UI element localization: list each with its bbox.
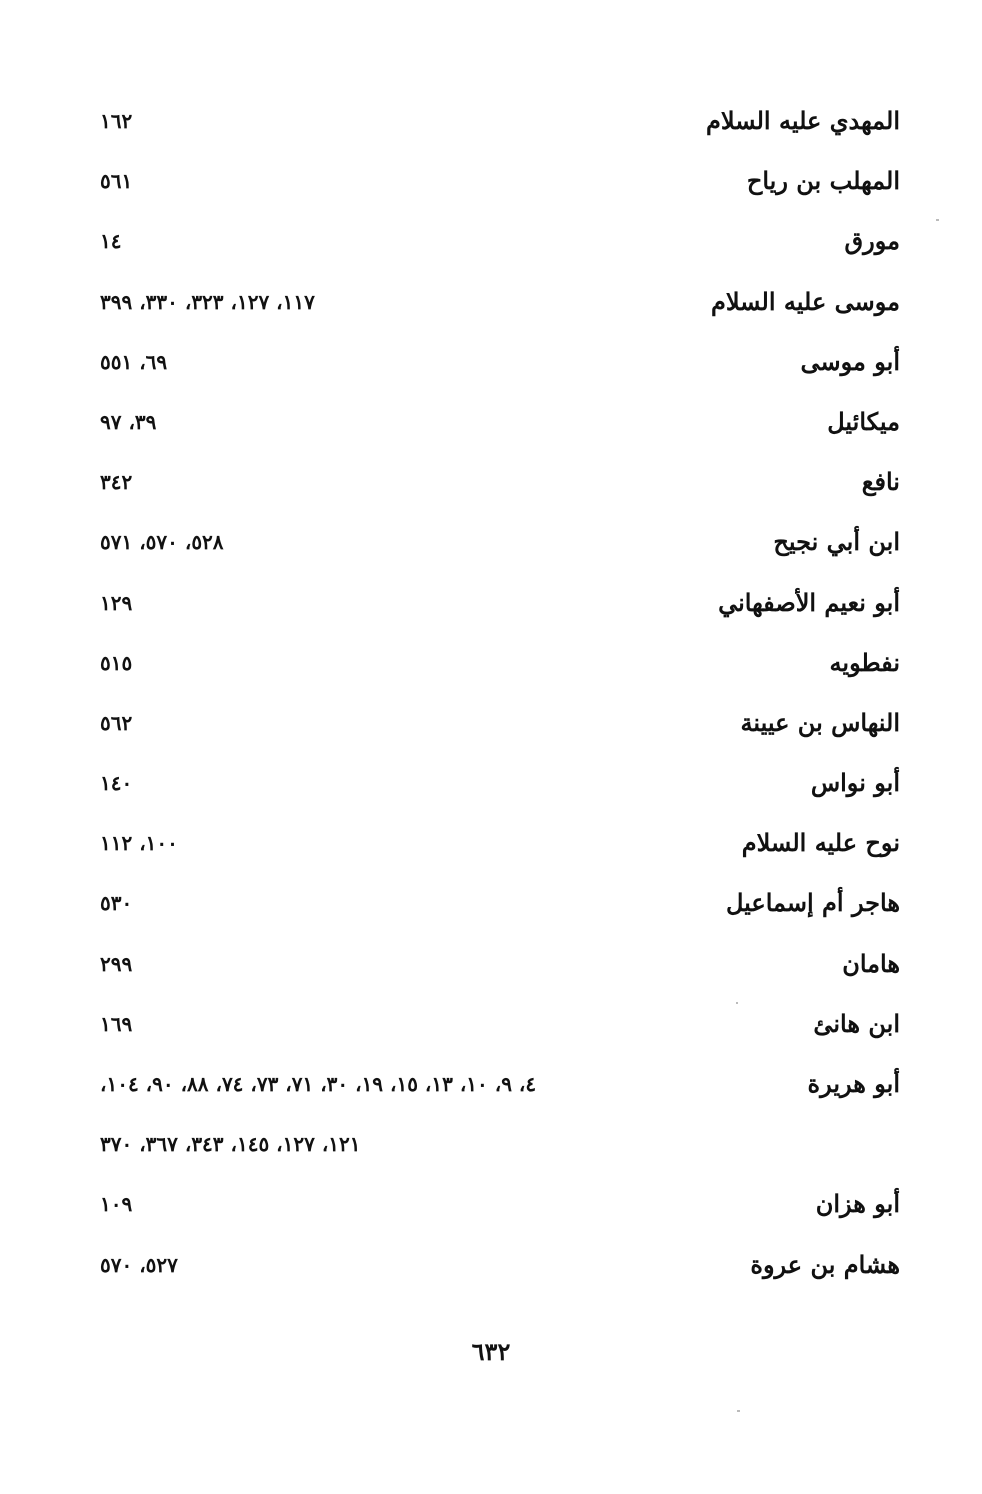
page-number: ٦٣٢ [471,1337,511,1366]
index-entry-continuation [0,1118,982,1178]
entry-name: أبو نعيم الأصفهاني [718,587,900,617]
entry-pages: ١١٧، ١٢٧، ٣٢٣، ٣٣٠، ٣٩٩ [100,289,315,314]
scan-speck [936,219,939,221]
entry-name: هاجر أم إسماعيل [726,888,900,918]
entry-pages: ٦٩، ٥٥١ [100,349,168,374]
entry-pages: ١٤٠ [100,771,133,796]
entry-name: النهاس بن عيينة [740,707,900,737]
index-entry [0,155,982,215]
entry-name: مورق [844,226,900,256]
index-entry [0,817,982,877]
index-entry [0,1239,982,1299]
entry-pages: ١٠٩ [100,1192,133,1217]
index-entry [0,998,982,1058]
scan-speck [736,1002,738,1004]
entry-pages: ٥٣٠ [100,891,133,916]
index-entry [0,276,982,336]
index-list [0,95,982,1299]
entry-name: أبو موسى [800,346,900,376]
index-entry [0,95,982,155]
entry-name: ميكائيل [827,406,900,436]
entry-name: هامان [842,948,900,978]
index-entry [0,637,982,697]
index-entry [0,877,982,937]
entry-pages: ٣٤٢ [100,470,133,495]
entry-name: هشام بن عروة [750,1249,900,1279]
index-entry [0,336,982,396]
entry-pages: ٣٩، ٩٧ [100,409,157,434]
entry-pages: ١٢١، ١٢٧، ١٤٥، ٣٤٣، ٣٦٧، ٣٧٠ [100,1132,361,1157]
entry-pages: ٤، ٩، ١٠، ١٣، ١٥، ١٩، ٣٠، ٧١، ٧٣، ٧٤، ٨٨، ٩٠، ١٠٤، [100,1072,537,1096]
entry-pages: ٥٦٢ [100,710,133,735]
entry-pages: ٥٢٨، ٥٧٠، ٥٧١ [100,530,224,555]
index-entry [0,396,982,456]
entry-name: ابن هانئ [813,1008,900,1038]
entry-name: أبو هريرة [807,1069,900,1098]
entry-pages: ١٦٢ [100,109,133,133]
entry-pages: ٥٢٧، ٥٧٠ [100,1252,178,1277]
index-entry [0,456,982,516]
entry-name: نفطويه [829,647,900,677]
entry-name: المهلب بن رياح [746,166,900,196]
entry-pages: ١٠٠، ١١٢ [100,831,178,856]
entry-pages: ٥١٥ [100,650,133,675]
entry-pages: ١٢٩ [100,590,133,615]
entry-name: أبو نواس [810,768,900,798]
index-entry [0,938,982,998]
entry-name: نوح عليه السلام [741,828,900,858]
index-entry [0,1178,982,1238]
entry-pages: ٢٩٩ [100,951,133,976]
index-entry [0,516,982,576]
entry-name: موسى عليه السلام [710,286,900,316]
entry-name: نافع [861,467,900,497]
scan-speck [737,1410,740,1412]
entry-name: ابن أبي نجيح [773,527,900,557]
index-entry [0,1058,982,1118]
entry-name: أبو هزان [815,1189,900,1219]
index-entry [0,757,982,817]
index-entry [0,697,982,757]
entry-pages: ١٦٩ [100,1011,133,1036]
entry-pages: ١٤ [100,229,122,254]
entry-pages: ٥٦١ [100,169,133,194]
index-entry [0,215,982,275]
entry-name: المهدي عليه السلام [706,106,900,135]
index-entry [0,577,982,637]
